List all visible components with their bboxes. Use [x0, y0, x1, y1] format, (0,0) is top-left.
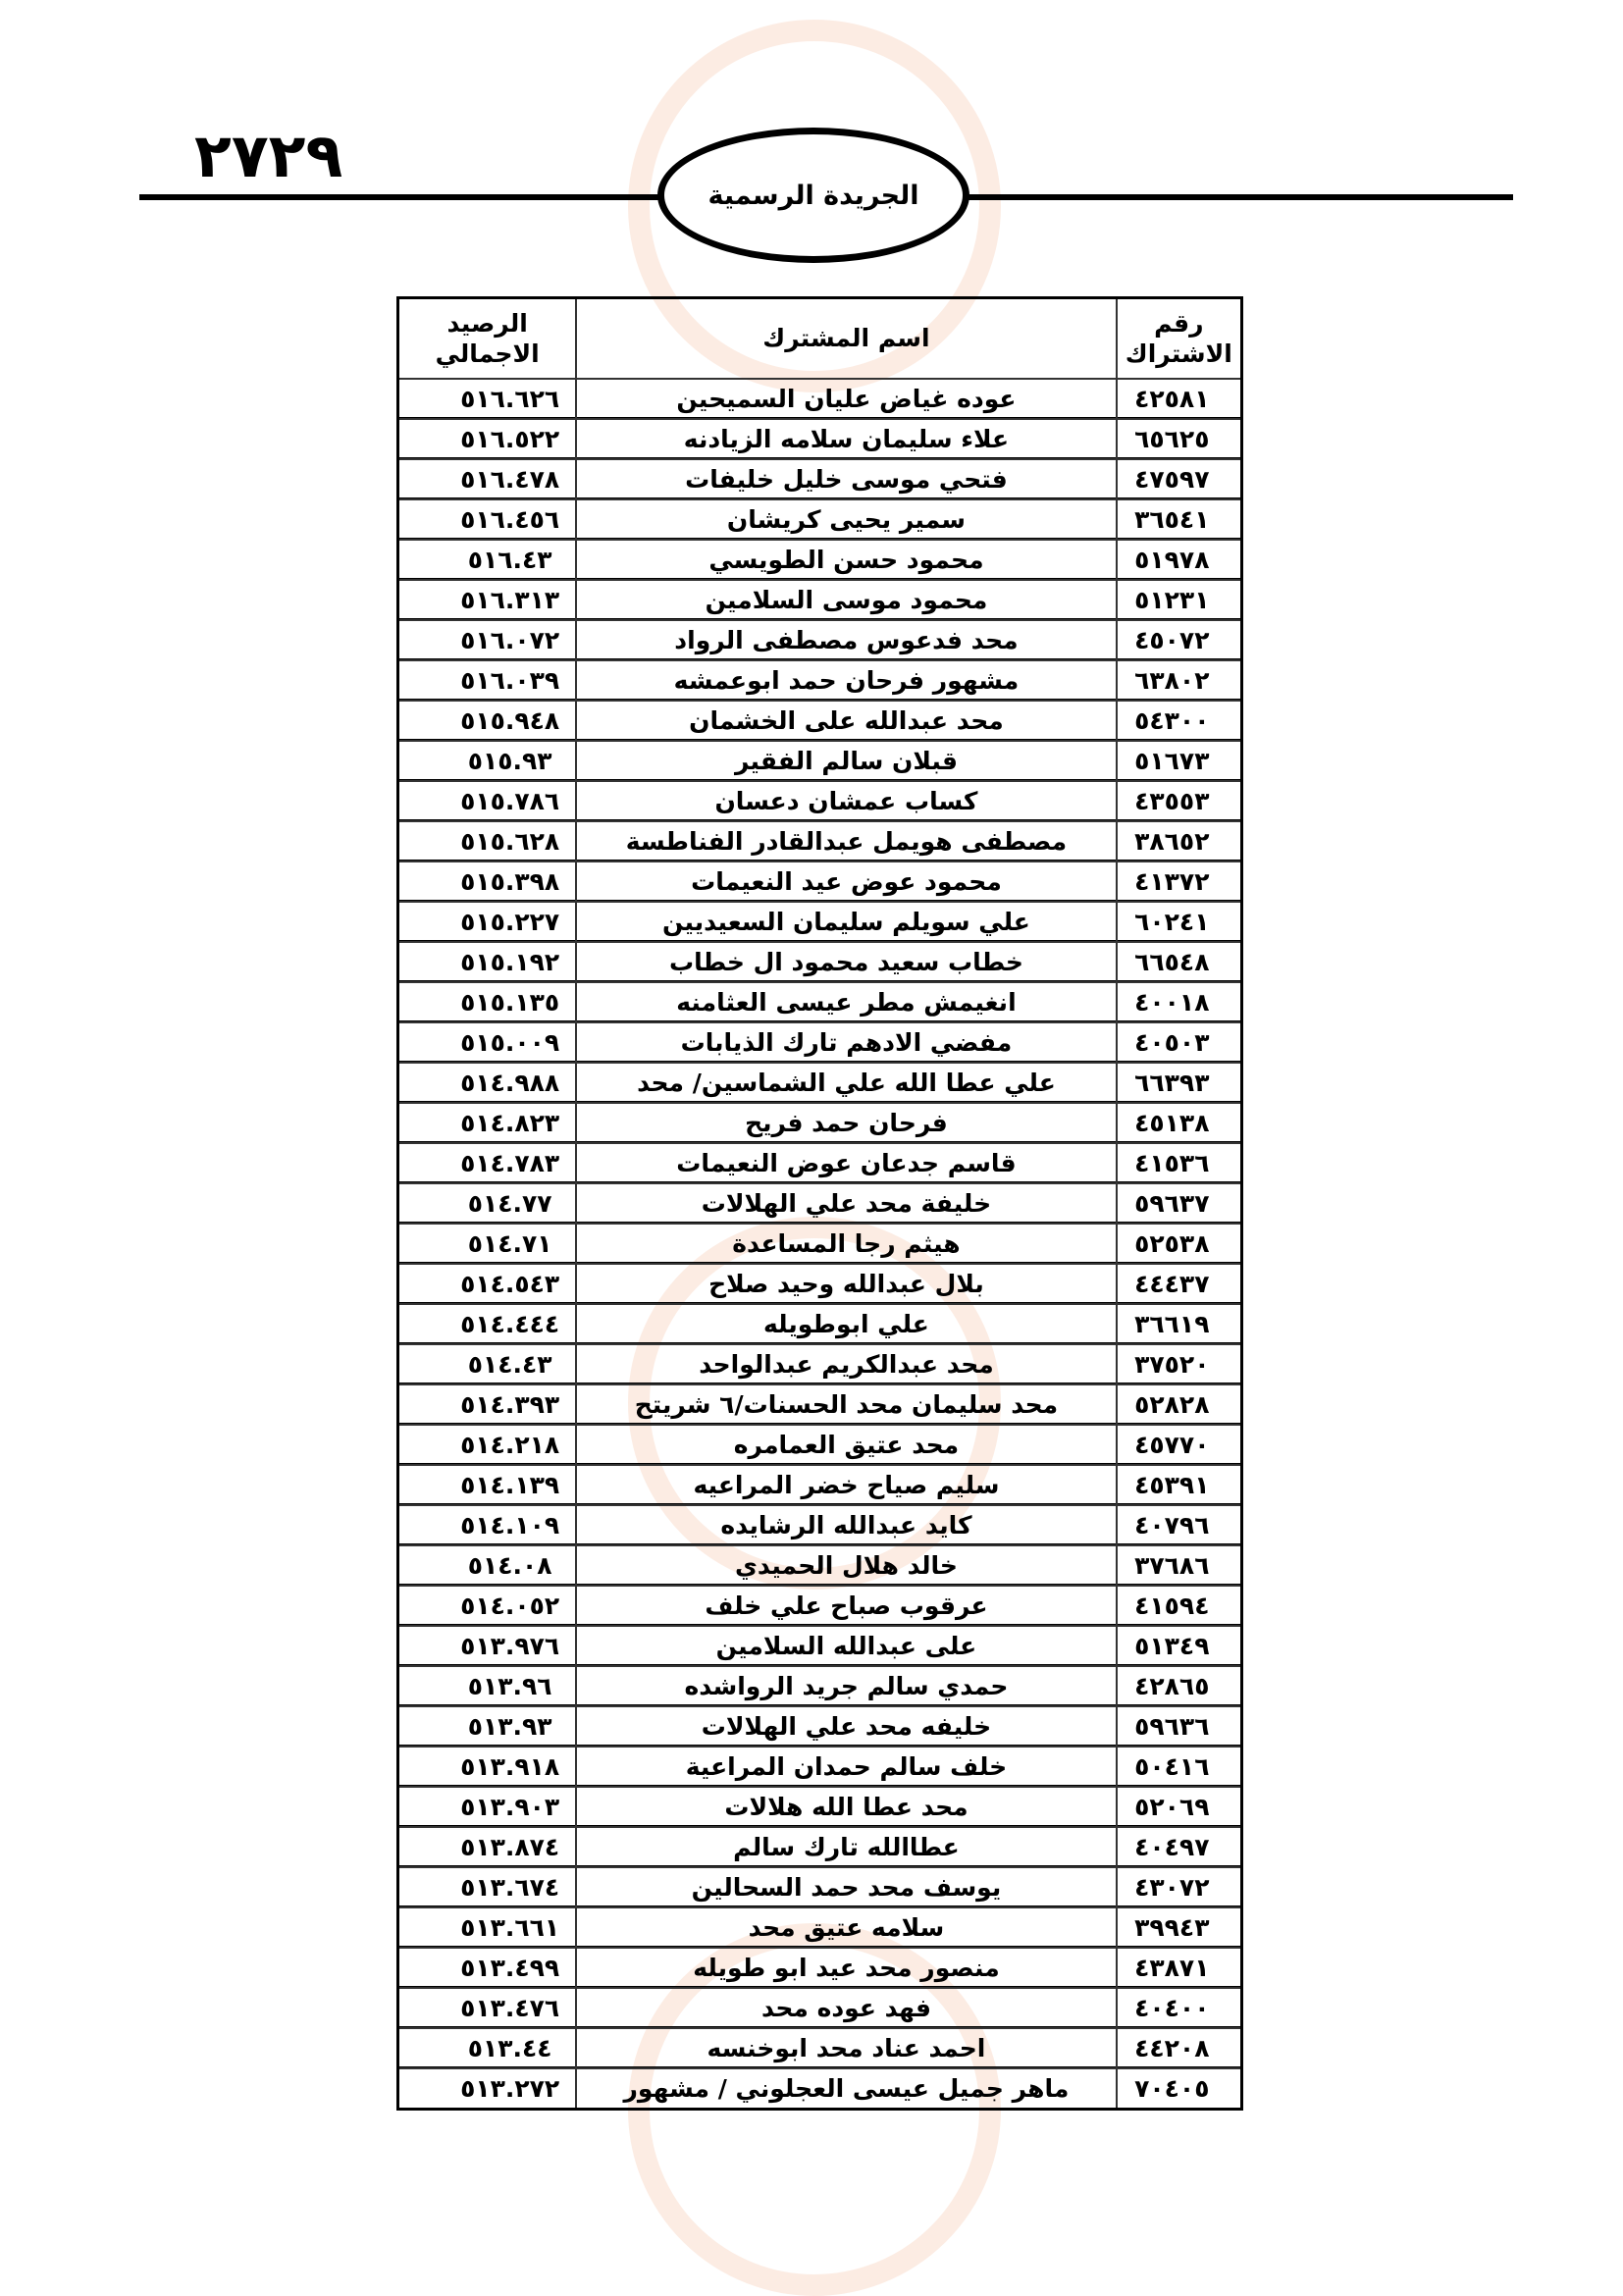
subscriber-name-cell: فتحي موسى خليل خليفات [576, 459, 1116, 499]
total-balance-cell: ٥١٥.٩٣ [398, 741, 577, 781]
total-balance-cell: ٥١٣.٢٧٢ [398, 2068, 577, 2110]
subscriber-name-cell: سلامه عتيق محد [576, 1907, 1116, 1948]
subscription-number-cell: ٤٠٤٠٠ [1117, 1988, 1242, 2028]
subscriber-name-cell: انغيمش مطر عيسى العثامنه [576, 982, 1116, 1022]
subscriber-name-cell: علي سويلم سليمان السعيديين [576, 902, 1116, 942]
table-header-row [398, 298, 1242, 380]
table-row [398, 1747, 1242, 1787]
total-balance-cell: ٥١٥.٧٨٦ [398, 781, 577, 821]
subscriber-name-cell: علاء سليمان سلامه الزيادنه [576, 419, 1116, 459]
table-row [398, 902, 1242, 942]
table-row [398, 1465, 1242, 1505]
total-balance-cell: ٥١٥.١٩٢ [398, 942, 577, 982]
subscriber-name-cell: خالد هلال الحميدي [576, 1545, 1116, 1586]
subscription-number-cell: ٣٦٥٤١ [1117, 499, 1242, 540]
subscriber-name-cell: فهد عوده محد [576, 1988, 1116, 2028]
subscription-number-cell: ٥٢٠٦٩ [1117, 1787, 1242, 1827]
total-balance-cell: ٥١٦.٤٥٦ [398, 499, 577, 540]
subscriber-name-cell: يوسف محد حمد السحالين [576, 1867, 1116, 1907]
column-header-total-balance: الرصيد الاجمالي [398, 298, 577, 380]
subscription-number-cell: ٦٣٨٠٢ [1117, 660, 1242, 701]
subscriber-name-cell: على عبدالله السلامين [576, 1626, 1116, 1666]
subscription-number-cell: ٤١٥٩٤ [1117, 1586, 1242, 1626]
total-balance-cell: ٥١٤.٢١٨ [398, 1425, 577, 1465]
subscriber-name-cell: محد عتيق العمامره [576, 1425, 1116, 1465]
total-balance-cell: ٥١٣.٩١٨ [398, 1747, 577, 1787]
subscriber-name-cell: كساب عمشان دعسان [576, 781, 1116, 821]
subscriber-name-cell: محمود حسن الطويسي [576, 540, 1116, 580]
table-row [398, 942, 1242, 982]
subscriber-name-cell: بلال عبدالله وحيد صلاح [576, 1264, 1116, 1304]
table-row [398, 1304, 1242, 1344]
column-header-subscription-number: رقم الاشتراك [1117, 298, 1242, 380]
subscription-number-cell: ٣٨٦٥٢ [1117, 821, 1242, 861]
table-row [398, 2028, 1242, 2068]
subscription-number-cell: ٤١٣٧٢ [1117, 861, 1242, 902]
subscriber-name-cell: سليم صياح خضر المراعيه [576, 1465, 1116, 1505]
subscriber-name-cell: محد فدعوس مصطفى الرواد [576, 620, 1116, 660]
total-balance-cell: ٥١٦.٣١٣ [398, 580, 577, 620]
subscription-number-cell: ٣٧٦٨٦ [1117, 1545, 1242, 1586]
subscriber-name-cell: محد عبدالله على الخشمان [576, 701, 1116, 741]
subscription-number-cell: ٦٥٦٢٥ [1117, 419, 1242, 459]
subscription-number-cell: ٤٠٧٩٦ [1117, 1505, 1242, 1545]
table-row [398, 701, 1242, 741]
subscription-number-cell: ٦٦٥٤٨ [1117, 942, 1242, 982]
table-row [398, 660, 1242, 701]
table-row [398, 379, 1242, 419]
table-row [398, 861, 1242, 902]
total-balance-cell: ٥١٤.٥٤٣ [398, 1264, 577, 1304]
subscription-number-cell: ٣٧٥٢٠ [1117, 1344, 1242, 1384]
subscription-number-cell: ٥١٣٤٩ [1117, 1626, 1242, 1666]
table-row [398, 821, 1242, 861]
subscription-number-cell: ٤٤٤٣٧ [1117, 1264, 1242, 1304]
subscriber-name-cell: علي عطا الله علي الشماسين/ محد [576, 1063, 1116, 1103]
table-row [398, 1344, 1242, 1384]
table-row [398, 1867, 1242, 1907]
total-balance-cell: ٥١٤.٠٨ [398, 1545, 577, 1586]
subscriber-name-cell: فرحان حمد فريح [576, 1103, 1116, 1143]
subscription-number-cell: ٤٤٢٠٨ [1117, 2028, 1242, 2068]
total-balance-cell: ٥١٣.٤٩٩ [398, 1948, 577, 1988]
subscriber-name-cell: خليفه محد علي الهلالات [576, 1706, 1116, 1747]
publication-title: الجريدة الرسمية [707, 180, 919, 211]
subscriber-name-cell: محد عبدالكريم عبدالواحد [576, 1344, 1116, 1384]
subscriber-name-cell: محمود عوض عيد النعيمات [576, 861, 1116, 902]
subscription-number-cell: ٥٩٦٣٦ [1117, 1706, 1242, 1747]
subscription-number-cell: ٦٠٢٤١ [1117, 902, 1242, 942]
subscriber-name-cell: عرقوب صباح علي خلف [576, 1586, 1116, 1626]
total-balance-cell: ٥١٤.٠٥٢ [398, 1586, 577, 1626]
subscriber-name-cell: خليفة محد علي الهلالات [576, 1183, 1116, 1224]
subscription-number-cell: ٧٠٤٠٥ [1117, 2068, 1242, 2110]
subscription-number-cell: ٥١٩٧٨ [1117, 540, 1242, 580]
table-row [398, 1505, 1242, 1545]
subscription-number-cell: ٤٣٥٥٣ [1117, 781, 1242, 821]
total-balance-cell: ٥١٤.١٠٩ [398, 1505, 577, 1545]
total-balance-cell: ٥١٦.٥٢٢ [398, 419, 577, 459]
subscription-number-cell: ٥١٢٣١ [1117, 580, 1242, 620]
subscription-number-cell: ٤١٥٣٦ [1117, 1143, 1242, 1183]
subscriber-name-cell: عوده غياض عليان السميحين [576, 379, 1116, 419]
table-row [398, 1907, 1242, 1948]
subscription-number-cell: ٥٩٦٣٧ [1117, 1183, 1242, 1224]
total-balance-cell: ٥١٣.٦٧٤ [398, 1867, 577, 1907]
subscription-number-cell: ٤٣٨٧١ [1117, 1948, 1242, 1988]
subscription-number-cell: ٤٠٠١٨ [1117, 982, 1242, 1022]
table-row [398, 1384, 1242, 1425]
table-row [398, 1827, 1242, 1867]
subscription-number-cell: ٤٠٥٠٣ [1117, 1022, 1242, 1063]
subscription-number-cell: ٤٠٤٩٧ [1117, 1827, 1242, 1867]
total-balance-cell: ٥١٥.١٣٥ [398, 982, 577, 1022]
total-balance-cell: ٥١٤.٨٢٣ [398, 1103, 577, 1143]
total-balance-cell: ٥١٤.٣٩٣ [398, 1384, 577, 1425]
total-balance-cell: ٥١٤.٧٧ [398, 1183, 577, 1224]
subscription-number-cell: ٤٥٧٧٠ [1117, 1425, 1242, 1465]
total-balance-cell: ٥١٤.٧٨٣ [398, 1143, 577, 1183]
subscriber-name-cell: احمد عناد محد ابوخنسه [576, 2028, 1116, 2068]
table-row [398, 1063, 1242, 1103]
subscription-number-cell: ٤٢٨٦٥ [1117, 1666, 1242, 1706]
total-balance-cell: ٥١٣.٤٧٦ [398, 1988, 577, 2028]
subscription-number-cell: ٥٢٨٢٨ [1117, 1384, 1242, 1425]
total-balance-cell: ٥١٥.٩٤٨ [398, 701, 577, 741]
table-row [398, 1706, 1242, 1747]
subscriber-name-cell: مفضي الادهم تارك الذيابات [576, 1022, 1116, 1063]
subscriber-name-cell: محد سليمان محد الحسنات/٦ شريتح [576, 1384, 1116, 1425]
total-balance-cell: ٥١٣.٤٤ [398, 2028, 577, 2068]
total-balance-cell: ٥١٦.٦٢٦ [398, 379, 577, 419]
table-row [398, 1586, 1242, 1626]
table-row [398, 1545, 1242, 1586]
subscription-number-cell: ٣٩٩٤٣ [1117, 1907, 1242, 1948]
publication-title-oval [657, 128, 969, 263]
subscriber-name-cell: خطاب سعيد محمود ال خطاب [576, 942, 1116, 982]
total-balance-cell: ٥١٣.٩٠٣ [398, 1787, 577, 1827]
subscriber-name-cell: خلف سالم حمدان المراعية [576, 1747, 1116, 1787]
table-row [398, 1183, 1242, 1224]
table-row [398, 781, 1242, 821]
subscriber-name-cell: منصور محد عيد ابو طويله [576, 1948, 1116, 1988]
column-header-subscriber-name: اسم المشترك [576, 298, 1116, 380]
total-balance-cell: ٥١٣.٩٧٦ [398, 1626, 577, 1666]
subscriber-name-cell: محمود موسى السلامين [576, 580, 1116, 620]
table-row [398, 1022, 1242, 1063]
table-row [398, 1224, 1242, 1264]
total-balance-cell: ٥١٤.٩٨٨ [398, 1063, 577, 1103]
table-row [398, 2068, 1242, 2110]
subscriber-name-cell: مشهور فرحان حمد ابوعمشه [576, 660, 1116, 701]
total-balance-cell: ٥١٤.٧١ [398, 1224, 577, 1264]
total-balance-cell: ٥١٥.٠٠٩ [398, 1022, 577, 1063]
table-row [398, 1666, 1242, 1706]
total-balance-cell: ٥١٦.٤٣ [398, 540, 577, 580]
subscription-number-cell: ٤٢٥٨١ [1117, 379, 1242, 419]
total-balance-cell: ٥١٥.٦٢٨ [398, 821, 577, 861]
subscription-number-cell: ٤٥١٣٨ [1117, 1103, 1242, 1143]
subscription-number-cell: ٤٥٣٩١ [1117, 1465, 1242, 1505]
table-row [398, 1425, 1242, 1465]
total-balance-cell: ٥١٤.١٣٩ [398, 1465, 577, 1505]
subscriber-name-cell: علي ابوطويله [576, 1304, 1116, 1344]
total-balance-cell: ٥١٥.٣٩٨ [398, 861, 577, 902]
subscriber-name-cell: محد عطا الله هلالات [576, 1787, 1116, 1827]
total-balance-cell: ٥١٦.٠٣٩ [398, 660, 577, 701]
total-balance-cell: ٥١٣.٩٣ [398, 1706, 577, 1747]
total-balance-cell: ٥١٦.٤٧٨ [398, 459, 577, 499]
table-row [398, 459, 1242, 499]
subscriber-name-cell: سمير يحيى كريشان [576, 499, 1116, 540]
subscriber-name-cell: قبلان سالم الفقير [576, 741, 1116, 781]
subscriber-name-cell: قاسم جدعان عوض النعيمات [576, 1143, 1116, 1183]
table-row [398, 741, 1242, 781]
table-row [398, 1143, 1242, 1183]
total-balance-cell: ٥١٣.٦٦١ [398, 1907, 577, 1948]
total-balance-cell: ٥١٣.٨٧٤ [398, 1827, 577, 1867]
subscription-number-cell: ٥٢٥٣٨ [1117, 1224, 1242, 1264]
subscription-number-cell: ٥٠٤١٦ [1117, 1747, 1242, 1787]
subscription-number-cell: ٥١٦٧٣ [1117, 741, 1242, 781]
subscriber-name-cell: حمدي سالم جريد الرواشده [576, 1666, 1116, 1706]
table-row [398, 982, 1242, 1022]
total-balance-cell: ٥١٥.٢٢٧ [398, 902, 577, 942]
table-row [398, 580, 1242, 620]
total-balance-cell: ٥١٣.٩٦ [398, 1666, 577, 1706]
subscription-number-cell: ٥٤٣٠٠ [1117, 701, 1242, 741]
table-row [398, 1103, 1242, 1143]
subscription-number-cell: ٤٥٠٧٢ [1117, 620, 1242, 660]
subscription-number-cell: ٤٧٥٩٧ [1117, 459, 1242, 499]
subscribers-table [396, 296, 1243, 2111]
table-row [398, 1787, 1242, 1827]
subscriber-name-cell: مصطفى هويمل عبدالقادر الفناطسة [576, 821, 1116, 861]
table-row [398, 499, 1242, 540]
total-balance-cell: ٥١٦.٠٧٢ [398, 620, 577, 660]
subscriber-name-cell: كايد عبدالله الرشايده [576, 1505, 1116, 1545]
table-row [398, 620, 1242, 660]
total-balance-cell: ٥١٤.٤٣ [398, 1344, 577, 1384]
table-row [398, 1626, 1242, 1666]
table-row [398, 540, 1242, 580]
table-row [398, 1948, 1242, 1988]
table-row [398, 1988, 1242, 2028]
table-row [398, 419, 1242, 459]
subscription-number-cell: ٤٣٠٧٢ [1117, 1867, 1242, 1907]
subscription-number-cell: ٣٦٦١٩ [1117, 1304, 1242, 1344]
subscriber-name-cell: ماهر جميل عيسى العجلوني / مشهور [576, 2068, 1116, 2110]
table-row [398, 1264, 1242, 1304]
page-number: ٢٧٢٩ [194, 120, 343, 191]
subscriber-name-cell: هيثم رجا المساعدة [576, 1224, 1116, 1264]
subscription-number-cell: ٦٦٣٩٣ [1117, 1063, 1242, 1103]
total-balance-cell: ٥١٤.٤٤٤ [398, 1304, 577, 1344]
subscriber-name-cell: عطاالله تارك سالم [576, 1827, 1116, 1867]
